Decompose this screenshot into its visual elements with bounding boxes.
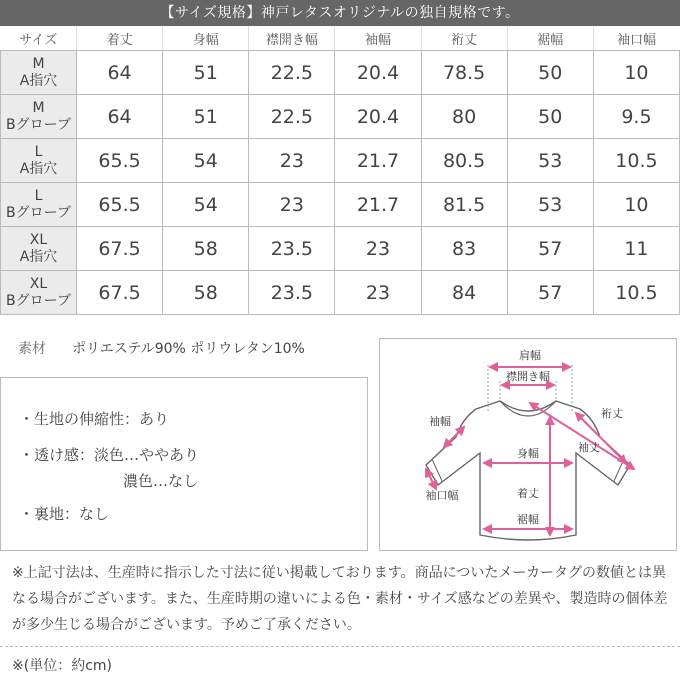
material-label: 素材 bbox=[18, 341, 46, 357]
header-hem-width: 裾幅 bbox=[507, 26, 593, 51]
material-value: ポリエステル90% ポリウレタン10% bbox=[72, 341, 305, 357]
table-cell: 53 bbox=[507, 139, 593, 183]
label-shoulder: 肩幅 bbox=[519, 349, 541, 362]
table-cell: 23 bbox=[249, 183, 335, 227]
header-yuki: 裄丈 bbox=[421, 26, 507, 51]
table-cell: 21.7 bbox=[335, 183, 421, 227]
size-label: XL A指穴 bbox=[1, 227, 77, 271]
disclaimer-note: ※上記寸法は、生産時に指示した寸法に従い掲載しております。商品についたメーカータグの数値とは異なる場合がございます。また、生産時期の違いによる色・素材・サイズ感などの差異や、製造時の個体差が多少生じる場合がございます。予めご了承ください。 bbox=[12, 565, 668, 633]
fabric-notes bbox=[0, 377, 368, 551]
table-cell: 23 bbox=[249, 139, 335, 183]
label-yuki: 裄丈 bbox=[601, 407, 623, 420]
size-label: XL Bグローブ bbox=[1, 271, 77, 315]
table-cell: 67.5 bbox=[77, 227, 163, 271]
table-cell: 20.4 bbox=[335, 51, 421, 95]
table-cell: 10.5 bbox=[593, 271, 679, 315]
label-cuff: 袖口幅 bbox=[425, 489, 459, 502]
table-cell: 22.5 bbox=[249, 51, 335, 95]
table-cell: 58 bbox=[163, 227, 249, 271]
label-sleeve-length: 袖丈 bbox=[578, 441, 600, 454]
size-label: M A指穴 bbox=[1, 51, 77, 95]
label-neck: 襟開き幅 bbox=[506, 370, 550, 383]
unit-note: ※(単位：約cm) bbox=[12, 658, 112, 674]
table-cell: 57 bbox=[507, 271, 593, 315]
label-body-width: 身幅 bbox=[517, 447, 539, 460]
table-cell: 67.5 bbox=[77, 271, 163, 315]
table-cell: 10 bbox=[593, 51, 679, 95]
size-spec-banner: 【サイズ規格】神戸レタスオリジナルの独自規格です。 bbox=[0, 0, 680, 26]
size-label: L Bグローブ bbox=[1, 183, 77, 227]
header-size: サイズ bbox=[1, 26, 77, 51]
table-cell: 80 bbox=[421, 95, 507, 139]
label-length: 着丈 bbox=[517, 487, 539, 500]
note-stretch: ・生地の伸縮性：あり bbox=[19, 410, 170, 428]
sleeve-width-arrow bbox=[444, 427, 464, 447]
table-cell: 23.5 bbox=[249, 271, 335, 315]
measurement-diagram bbox=[379, 338, 677, 551]
table-cell: 57 bbox=[507, 227, 593, 271]
table-cell: 20.4 bbox=[335, 95, 421, 139]
note-lining: ・裏地：なし bbox=[19, 505, 110, 523]
divider bbox=[0, 646, 680, 647]
table-row bbox=[1, 51, 680, 95]
size-label: L A指穴 bbox=[1, 139, 77, 183]
table-cell: 21.7 bbox=[335, 139, 421, 183]
size-label: M Bグローブ bbox=[1, 95, 77, 139]
table-cell: 83 bbox=[421, 227, 507, 271]
table-cell: 10 bbox=[593, 183, 679, 227]
note-sheer: ・透け感：淡色…ややあり bbox=[19, 446, 200, 464]
table-cell: 54 bbox=[163, 139, 249, 183]
label-hem: 裾幅 bbox=[517, 513, 539, 526]
header-length: 着丈 bbox=[77, 26, 163, 51]
table-row bbox=[1, 227, 680, 271]
table-cell: 50 bbox=[507, 51, 593, 95]
table-cell: 50 bbox=[507, 95, 593, 139]
table-row bbox=[1, 183, 680, 227]
note-sheer-dark: 濃色…なし bbox=[123, 472, 199, 490]
header-cuff-width: 袖口幅 bbox=[593, 26, 679, 51]
header-neck-width: 襟開き幅 bbox=[249, 26, 335, 51]
table-cell: 54 bbox=[163, 183, 249, 227]
table-cell: 11 bbox=[593, 227, 679, 271]
table-cell: 65.5 bbox=[77, 183, 163, 227]
table-cell: 23 bbox=[335, 227, 421, 271]
table-cell: 9.5 bbox=[593, 95, 679, 139]
table-cell: 64 bbox=[77, 51, 163, 95]
garment-diagram bbox=[380, 339, 676, 550]
label-sleeve-width: 袖幅 bbox=[429, 415, 451, 428]
table-row bbox=[1, 139, 680, 183]
table-cell: 78.5 bbox=[421, 51, 507, 95]
table-cell: 23 bbox=[335, 271, 421, 315]
table-cell: 64 bbox=[77, 95, 163, 139]
table-row bbox=[1, 95, 680, 139]
table-cell: 58 bbox=[163, 271, 249, 315]
table-cell: 51 bbox=[163, 95, 249, 139]
table-cell: 65.5 bbox=[77, 139, 163, 183]
table-cell: 22.5 bbox=[249, 95, 335, 139]
material-info bbox=[18, 338, 305, 358]
header-body-width: 身幅 bbox=[163, 26, 249, 51]
table-cell: 51 bbox=[163, 51, 249, 95]
size-table-header bbox=[1, 26, 680, 51]
table-row bbox=[1, 271, 680, 315]
table-cell: 53 bbox=[507, 183, 593, 227]
size-table bbox=[0, 26, 680, 315]
header-sleeve-width: 袖幅 bbox=[335, 26, 421, 51]
table-cell: 80.5 bbox=[421, 139, 507, 183]
table-cell: 84 bbox=[421, 271, 507, 315]
table-cell: 23.5 bbox=[249, 227, 335, 271]
table-cell: 10.5 bbox=[593, 139, 679, 183]
table-cell: 81.5 bbox=[421, 183, 507, 227]
